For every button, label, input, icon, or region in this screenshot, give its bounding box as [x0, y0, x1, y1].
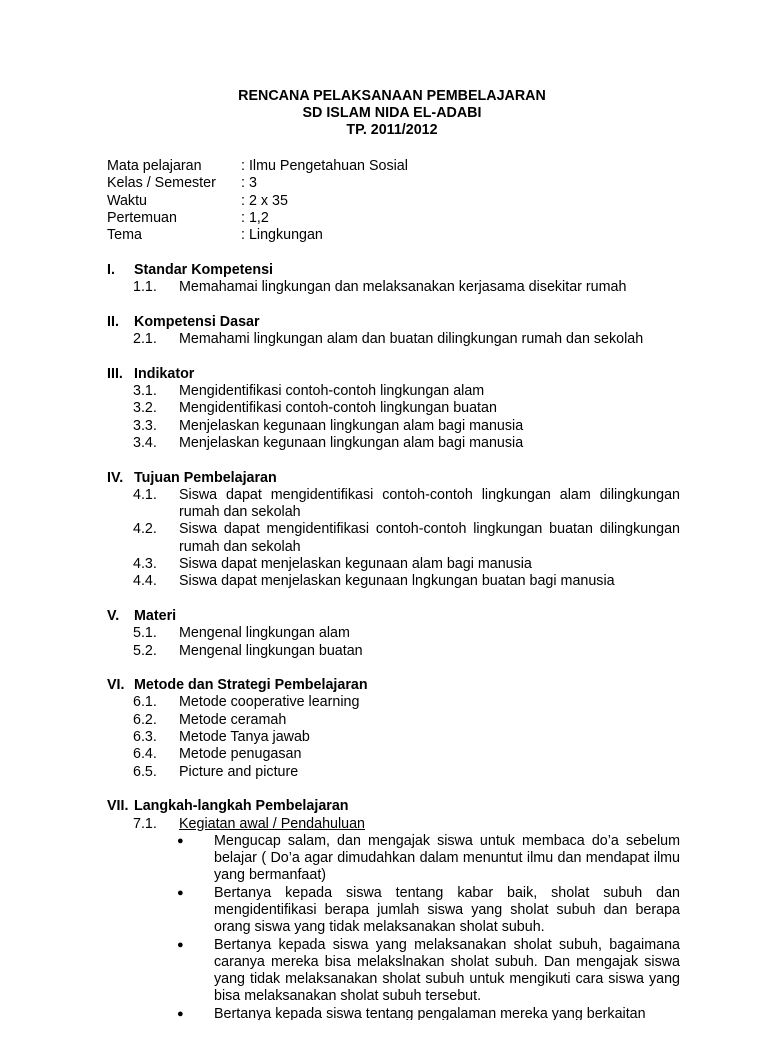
- list-item: [107, 400, 680, 417]
- section-number: V.: [107, 607, 120, 624]
- list-item: [107, 764, 680, 781]
- item-number: 1.1.: [133, 279, 157, 296]
- item-text: Memahamai lingkungan dan melaksanakan kerjasama disekitar rumah: [179, 279, 627, 296]
- item-number: 5.2.: [133, 642, 157, 659]
- item-text: Siswa dapat menjelaskan kegunaan lngkungan buatan bagi manusia: [179, 573, 615, 590]
- item-number: 4.4.: [133, 573, 157, 590]
- item-number: 6.2.: [133, 711, 157, 728]
- item-number: 2.1.: [133, 331, 157, 348]
- item-text: Mengenal lingkungan alam: [179, 625, 350, 642]
- item-number: 6.3.: [133, 729, 157, 746]
- item-text: Metode cooperative learning: [179, 694, 360, 711]
- list-item: [107, 746, 680, 763]
- section-langkah-pembelajaran: [107, 798, 680, 1020]
- item-number: 4.3.: [133, 556, 157, 573]
- section-kompetensi-dasar: [107, 314, 680, 349]
- item-number: 3.2.: [133, 400, 157, 417]
- subsection-title: Kegiatan awal / Pendahuluan: [179, 815, 366, 832]
- item-text: Mengenal lingkungan buatan: [179, 642, 363, 659]
- list-item: [107, 279, 680, 296]
- activity-list: [107, 833, 680, 1020]
- item-number: 3.3.: [133, 417, 157, 434]
- section-heading: [107, 677, 680, 694]
- list-item: [107, 694, 680, 711]
- item-number: 4.1.: [133, 486, 157, 503]
- section-number: III.: [107, 365, 123, 382]
- list-item: [107, 487, 680, 522]
- activity-text: Bertanya kepada siswa tentang pengalaman mereka yang berkaitan: [214, 1005, 646, 1020]
- lesson-info: [107, 158, 507, 244]
- bullet-icon: ●: [177, 1007, 184, 1020]
- document-title: RENCANA PELAKSANAAN PEMBELAJARAN: [238, 88, 546, 104]
- info-label: Mata pelajaran: [107, 158, 202, 174]
- list-item: [107, 556, 680, 573]
- activity-text: Mengucap salam, dan mengajak siswa untuk membaca do’a sebelum belajar ( Do’a agar dimudahkan dalam menuntut ilmu dan mendapat ilmu yang bermanfaat): [214, 832, 680, 884]
- activity-item: [107, 833, 680, 885]
- bullet-icon: ●: [177, 834, 184, 847]
- section-title: Tujuan Pembelajaran: [134, 469, 277, 486]
- section-heading: [107, 366, 680, 383]
- section-heading: [107, 608, 680, 625]
- item-text: Menjelaskan kegunaan lingkungan alam bagi manusia: [179, 434, 524, 451]
- school-name: SD ISLAM NIDA EL-ADABI: [302, 105, 482, 121]
- section-metode-strategi: [107, 677, 680, 781]
- item-text: Metode penugasan: [179, 746, 302, 763]
- activity-text: Bertanya kepada siswa tentang kabar baik, sholat subuh dan mengidentifikasi berapa jumlah siswa yang sholat subuh dan berapa orang siswa yang tidak melaksanakan sholat subuh.: [214, 884, 680, 936]
- item-text: Metode ceramah: [179, 711, 287, 728]
- info-value: : Lingkungan: [241, 227, 323, 244]
- info-label: Kelas / Semester: [107, 175, 216, 192]
- info-value: : 1,2: [241, 209, 269, 226]
- info-row: [107, 175, 507, 192]
- school-year: TP. 2011/2012: [346, 122, 438, 138]
- section-number: I.: [107, 262, 115, 278]
- document-body: [107, 262, 680, 1037]
- item-number: 3.4.: [133, 434, 157, 451]
- item-number: 5.1.: [133, 625, 157, 642]
- item-text: Mengidentifikasi contoh-contoh lingkungan buatan: [179, 400, 497, 417]
- item-number: 3.1.: [133, 383, 157, 400]
- section-indikator: [107, 366, 680, 452]
- info-label: Tema: [107, 227, 142, 244]
- list-item: [107, 418, 680, 435]
- activity-text: Bertanya kepada siswa yang melaksanakan sholat subuh, bagaimana caranya mereka bisa melakslnakan sholat subuh. Dan mengajak siswa yang tidak melaksanakan sholat subuh untuk mengikuti cara siswa yang bisa melaksanakan sholat subuh tersebut.: [214, 936, 680, 1005]
- section-materi: [107, 608, 680, 660]
- info-row: [107, 210, 507, 227]
- list-item: [107, 331, 680, 348]
- list-item: [107, 816, 680, 833]
- section-title: Metode dan Strategi Pembelajaran: [134, 677, 368, 694]
- section-title: Langkah-langkah Pembelajaran: [134, 798, 349, 815]
- item-number: 6.5.: [133, 763, 157, 780]
- item-text: Siswa dapat menjelaskan kegunaan alam bagi manusia: [179, 556, 532, 573]
- item-text: Siswa dapat mengidentifikasi contoh-contoh lingkungan alam dilingkungan rumah dan sekolah: [179, 486, 680, 521]
- section-heading: [107, 470, 680, 487]
- info-row: [107, 193, 507, 210]
- section-number: VI.: [107, 677, 125, 694]
- list-item: [107, 383, 680, 400]
- item-text: Picture and picture: [179, 763, 299, 780]
- info-value: : 2 x 35: [241, 192, 288, 209]
- section-number: VII.: [107, 798, 129, 815]
- item-text: Memahami lingkungan alam dan buatan dilingkungan rumah dan sekolah: [179, 331, 644, 348]
- section-title: Indikator: [134, 365, 195, 382]
- section-heading: [107, 314, 680, 331]
- section-title: Kompetensi Dasar: [134, 313, 260, 330]
- section-number: IV.: [107, 469, 124, 486]
- list-item: [107, 625, 680, 642]
- section-tujuan-pembelajaran: [107, 470, 680, 591]
- item-number: 6.1.: [133, 694, 157, 711]
- info-row: [107, 158, 507, 175]
- list-item: [107, 521, 680, 556]
- list-item: [107, 712, 680, 729]
- info-label: Pertemuan: [107, 209, 177, 226]
- item-number: 4.2.: [133, 521, 157, 538]
- item-text: Menjelaskan kegunaan lingkungan alam bagi manusia: [179, 417, 524, 434]
- info-row: [107, 227, 507, 244]
- section-heading: [107, 798, 680, 815]
- bullet-icon: ●: [177, 886, 184, 899]
- item-text: Metode Tanya jawab: [179, 729, 310, 746]
- info-value: : 3: [241, 175, 257, 192]
- item-number: 6.4.: [133, 746, 157, 763]
- activity-item: [107, 885, 680, 937]
- activity-item: [107, 937, 680, 1006]
- activity-item: [107, 1006, 680, 1020]
- list-item: [107, 573, 680, 590]
- item-text: Siswa dapat mengidentifikasi contoh-contoh lingkungan buatan dilingkungan rumah dan sekolah: [179, 521, 680, 555]
- list-item: [107, 729, 680, 746]
- list-item: [107, 435, 680, 452]
- list-item: [107, 643, 680, 660]
- section-heading: [107, 262, 680, 279]
- section-title: Standar Kompetensi: [134, 262, 274, 278]
- section-number: II.: [107, 313, 119, 330]
- item-text: Mengidentifikasi contoh-contoh lingkungan alam: [179, 383, 485, 400]
- bullet-icon: ●: [177, 938, 184, 951]
- info-value: : Ilmu Pengetahuan Sosial: [241, 158, 408, 174]
- section-standar-kompetensi: [107, 262, 680, 297]
- section-title: Materi: [134, 607, 177, 624]
- info-label: Waktu: [107, 192, 147, 209]
- item-number: 7.1.: [133, 815, 157, 832]
